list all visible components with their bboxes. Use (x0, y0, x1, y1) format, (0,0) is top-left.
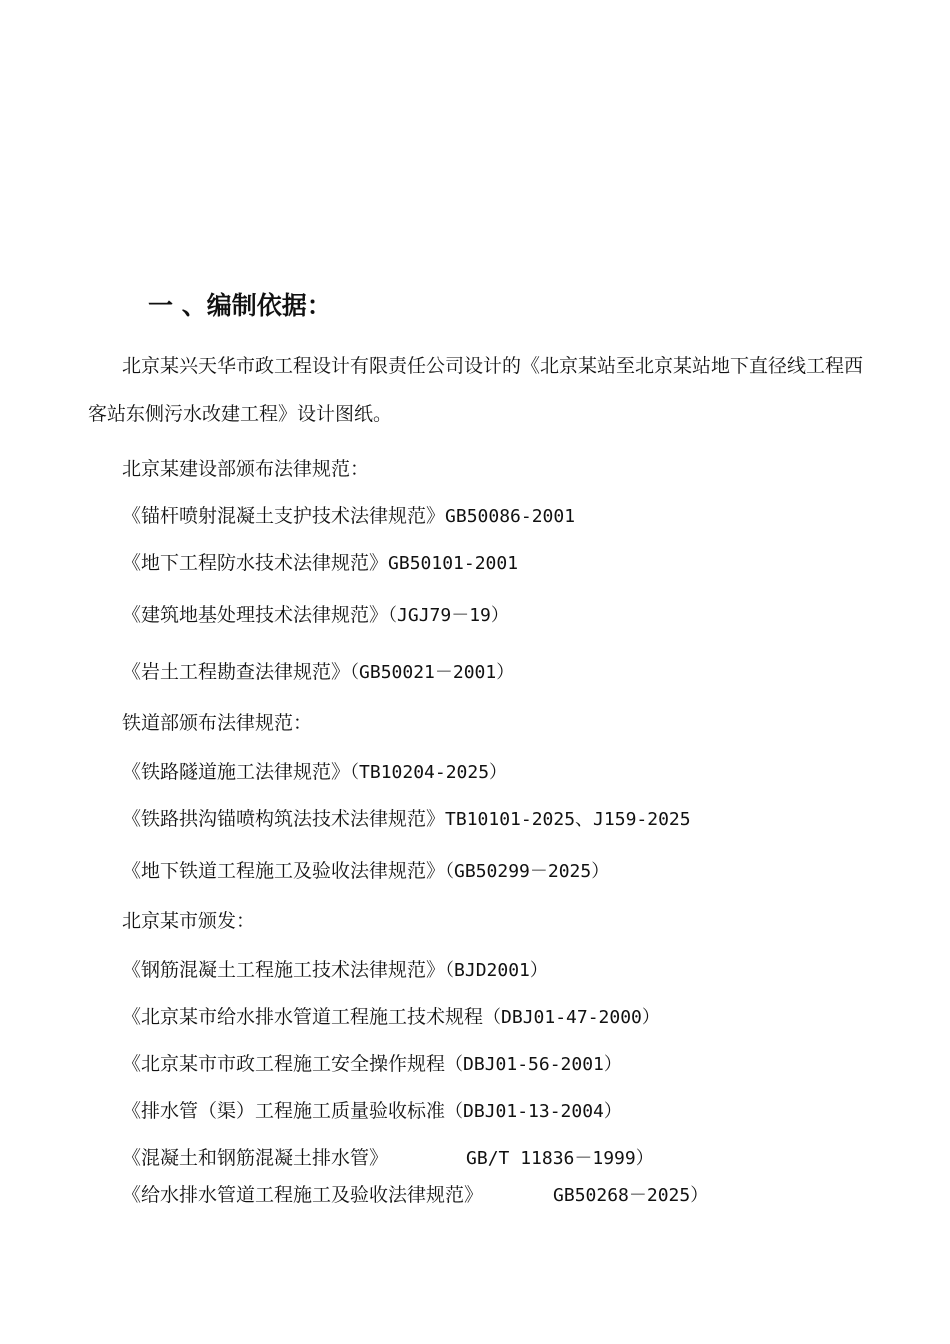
list-item (122, 657, 514, 684)
intro-text: 北京某兴天华市政工程设计有限责任公司设计的《北京某站至北京某站地下直径线工程西客站东侧污水改建工程》设计图纸。 (88, 355, 864, 425)
standard-code: TB10101-2025、J159-2025 (445, 809, 691, 830)
list-item (122, 600, 509, 627)
ministry-group-label: 北京某建设部颁布法律规范： (122, 458, 370, 480)
standard-code: （GB50021－2001） (350, 662, 515, 683)
city-group-label: 北京某市颁发： (122, 910, 256, 932)
list-item (122, 757, 507, 784)
standard-code: （DBJ01-56-2001） (445, 1054, 622, 1075)
list-item (122, 1049, 622, 1076)
list-item (122, 955, 548, 982)
railway-group-label: 铁道部颁布法律规范： (122, 712, 313, 734)
standard-title: 《地下铁道工程施工及验收法律规范》 (122, 860, 446, 882)
standard-code: （DBJ01-13-2004） (445, 1101, 622, 1122)
standard-title: 《北京某市给水排水管道工程施工技术规程 (122, 1006, 484, 1028)
standard-code: GB50086-2001 (445, 506, 576, 527)
standard-code: （TB10204-2025） (350, 762, 508, 783)
standard-title: 《排水管（渠）工程施工质量验收标准 (122, 1100, 446, 1122)
standard-title: 《北京某市市政工程施工安全操作规程 (122, 1053, 446, 1075)
list-item (122, 1002, 660, 1029)
section-heading: 一 、编制依据： (148, 291, 332, 320)
list-item (122, 501, 575, 528)
list-item (122, 1096, 622, 1123)
standard-title: 《给水排水管道工程施工及验收法律规范》 (122, 1184, 484, 1206)
standard-code: （DBJ01-47-2000） (483, 1007, 660, 1028)
standard-title: 《锚杆喷射混凝土支护技术法律规范》 (122, 505, 446, 527)
standard-code: （GB50299－2025） (445, 861, 610, 882)
list-item (122, 856, 609, 883)
standard-title: 《铁路拱沟锚喷构筑法技术法律规范》 (122, 808, 446, 830)
list-item (122, 804, 691, 831)
standard-code: GB50101-2001 (388, 553, 519, 574)
list-item (122, 548, 518, 575)
list-item (122, 1180, 708, 1207)
standard-code: （BJD2001） (445, 960, 548, 981)
standard-title: 《混凝土和钢筋混凝土排水管》 (122, 1147, 389, 1169)
standard-code: GB50268－2025） (553, 1185, 709, 1206)
list-item (122, 1143, 654, 1170)
intro-paragraph (88, 342, 868, 438)
standard-code: （JGJ79－19） (388, 605, 509, 626)
standard-title: 《钢筋混凝土工程施工技术法律规范》 (122, 959, 446, 981)
standard-title: 《岩土工程勘查法律规范》 (122, 661, 351, 683)
standard-title: 《地下工程防水技术法律规范》 (122, 552, 389, 574)
standard-code: GB/T 11836－1999） (466, 1148, 654, 1169)
standard-title: 《铁路隧道施工法律规范》 (122, 761, 351, 783)
standard-title: 《建筑地基处理技术法律规范》 (122, 604, 389, 626)
